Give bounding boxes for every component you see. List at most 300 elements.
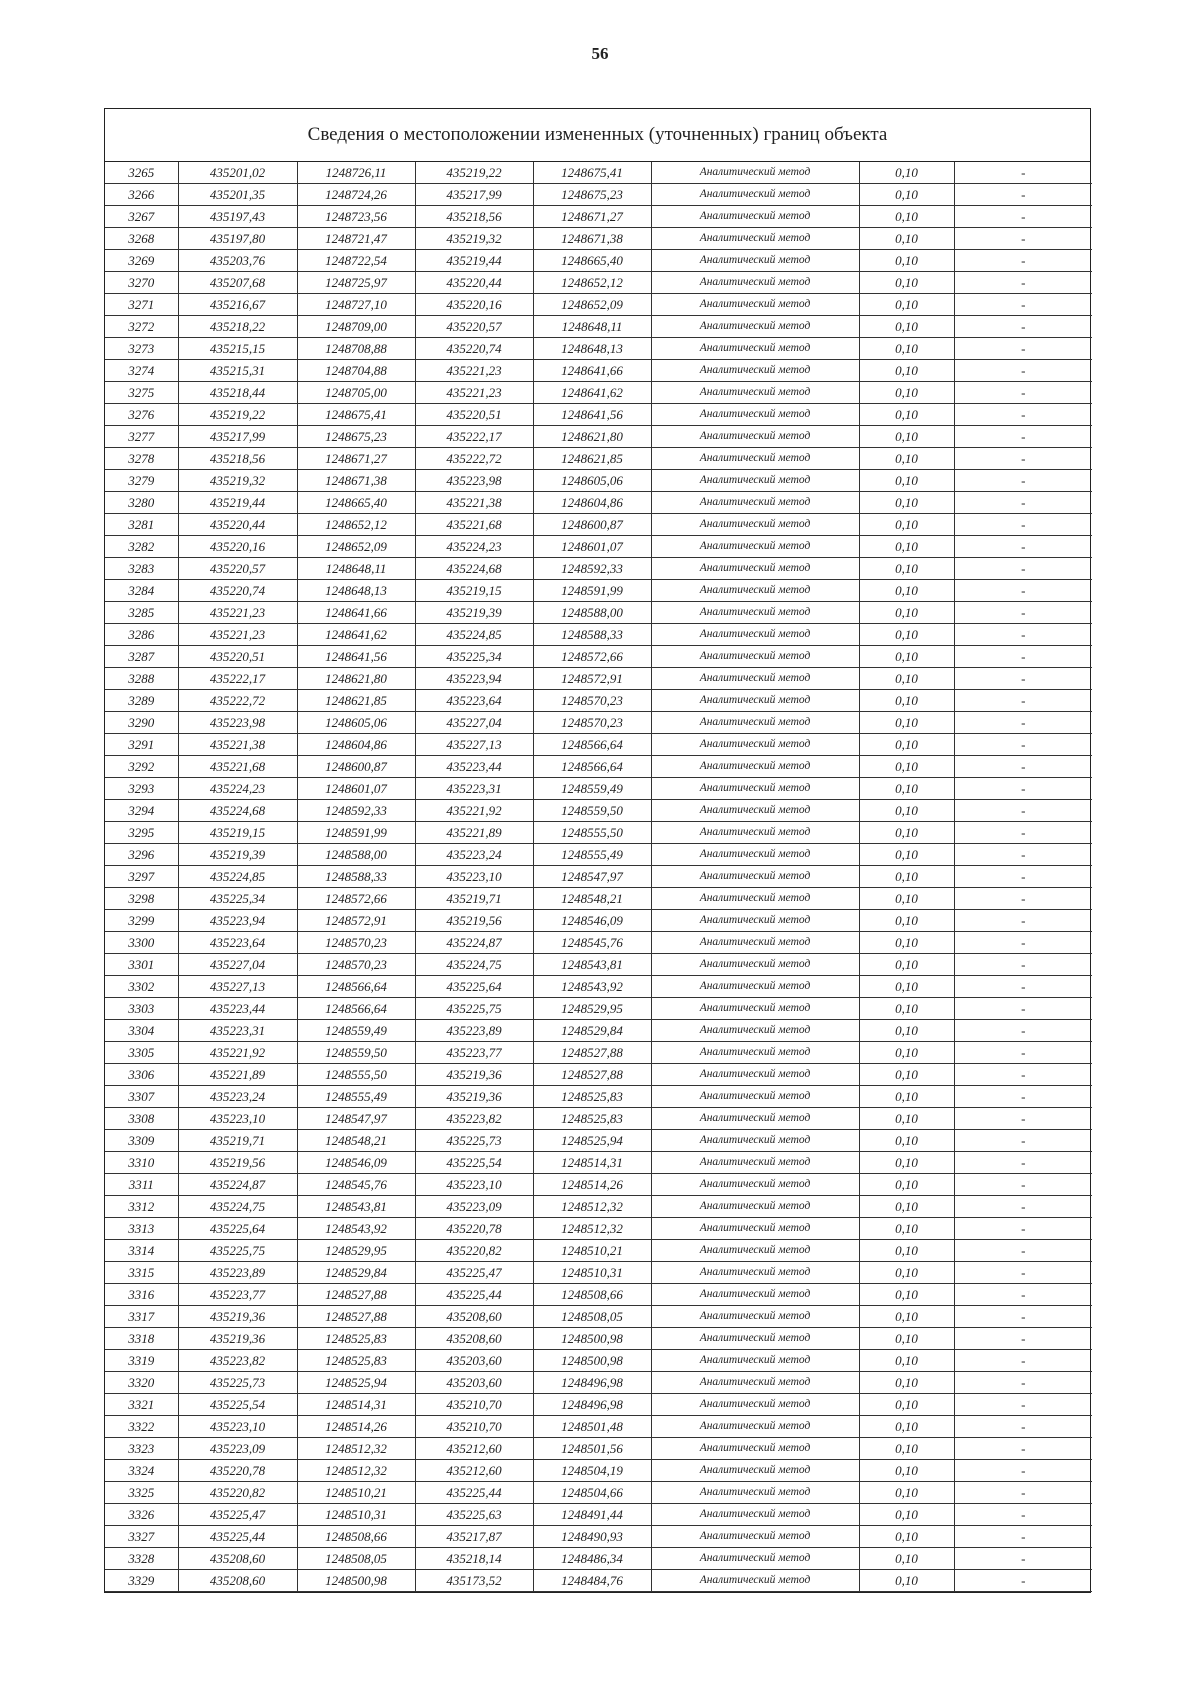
table-row — [105, 778, 1092, 800]
accuracy-cell: 0,10 — [859, 998, 954, 1020]
accuracy-cell: 0,10 — [859, 624, 954, 646]
point-number-cell: 3269 — [105, 250, 178, 272]
y-start-cell: 1248547,97 — [297, 1108, 415, 1130]
table-row — [105, 844, 1092, 866]
accuracy-cell: 0,10 — [859, 294, 954, 316]
table-row — [105, 1218, 1092, 1240]
method-cell: Аналитический метод — [651, 1372, 859, 1394]
description-cell: - — [954, 1086, 1092, 1108]
method-cell: Аналитический метод — [651, 1196, 859, 1218]
x-end-cell: 435212,60 — [415, 1438, 533, 1460]
y-start-cell: 1248641,56 — [297, 646, 415, 668]
point-number-cell: 3289 — [105, 690, 178, 712]
table-row — [105, 954, 1092, 976]
description-cell: - — [954, 756, 1092, 778]
description-cell: - — [954, 822, 1092, 844]
x-start-cell: 435208,60 — [178, 1548, 297, 1570]
x-end-cell: 435222,72 — [415, 448, 533, 470]
point-number-cell: 3296 — [105, 844, 178, 866]
table-row — [105, 294, 1092, 316]
accuracy-cell: 0,10 — [859, 1042, 954, 1064]
x-start-cell: 435224,23 — [178, 778, 297, 800]
y-start-cell: 1248588,00 — [297, 844, 415, 866]
table-row — [105, 690, 1092, 712]
method-cell: Аналитический метод — [651, 998, 859, 1020]
method-cell: Аналитический метод — [651, 1174, 859, 1196]
method-cell: Аналитический метод — [651, 470, 859, 492]
table-row — [105, 360, 1092, 382]
method-cell: Аналитический метод — [651, 1482, 859, 1504]
x-end-cell: 435223,44 — [415, 756, 533, 778]
x-start-cell: 435203,76 — [178, 250, 297, 272]
accuracy-cell: 0,10 — [859, 602, 954, 624]
point-number-cell: 3280 — [105, 492, 178, 514]
description-cell: - — [954, 1130, 1092, 1152]
table-row — [105, 1438, 1092, 1460]
x-end-cell: 435221,38 — [415, 492, 533, 514]
accuracy-cell: 0,10 — [859, 206, 954, 228]
y-end-cell: 1248621,85 — [533, 448, 651, 470]
point-number-cell: 3270 — [105, 272, 178, 294]
y-end-cell: 1248508,05 — [533, 1306, 651, 1328]
y-end-cell: 1248496,98 — [533, 1372, 651, 1394]
accuracy-cell: 0,10 — [859, 1394, 954, 1416]
x-end-cell: 435210,70 — [415, 1416, 533, 1438]
x-start-cell: 435223,31 — [178, 1020, 297, 1042]
y-start-cell: 1248570,23 — [297, 954, 415, 976]
table-row — [105, 866, 1092, 888]
y-end-cell: 1248555,49 — [533, 844, 651, 866]
x-start-cell: 435225,44 — [178, 1526, 297, 1548]
x-start-cell: 435223,10 — [178, 1108, 297, 1130]
point-number-cell: 3284 — [105, 580, 178, 602]
accuracy-cell: 0,10 — [859, 1240, 954, 1262]
y-start-cell: 1248555,50 — [297, 1064, 415, 1086]
method-cell: Аналитический метод — [651, 778, 859, 800]
x-start-cell: 435216,67 — [178, 294, 297, 316]
x-start-cell: 435207,68 — [178, 272, 297, 294]
y-start-cell: 1248641,66 — [297, 602, 415, 624]
accuracy-cell: 0,10 — [859, 778, 954, 800]
y-end-cell: 1248510,31 — [533, 1262, 651, 1284]
table-row — [105, 822, 1092, 844]
y-end-cell: 1248500,98 — [533, 1328, 651, 1350]
description-cell: - — [954, 932, 1092, 954]
description-cell: - — [954, 1240, 1092, 1262]
point-number-cell: 3276 — [105, 404, 178, 426]
description-cell: - — [954, 426, 1092, 448]
method-cell: Аналитический метод — [651, 1218, 859, 1240]
x-end-cell: 435217,99 — [415, 184, 533, 206]
x-end-cell: 435223,77 — [415, 1042, 533, 1064]
y-end-cell: 1248545,76 — [533, 932, 651, 954]
y-start-cell: 1248621,80 — [297, 668, 415, 690]
accuracy-cell: 0,10 — [859, 712, 954, 734]
accuracy-cell: 0,10 — [859, 646, 954, 668]
point-number-cell: 3310 — [105, 1152, 178, 1174]
point-number-cell: 3283 — [105, 558, 178, 580]
y-start-cell: 1248675,41 — [297, 404, 415, 426]
table-row — [105, 998, 1092, 1020]
y-end-cell: 1248514,31 — [533, 1152, 651, 1174]
y-start-cell: 1248592,33 — [297, 800, 415, 822]
table-row — [105, 1130, 1092, 1152]
method-cell: Аналитический метод — [651, 492, 859, 514]
description-cell: - — [954, 448, 1092, 470]
table-row — [105, 800, 1092, 822]
table-row — [105, 734, 1092, 756]
accuracy-cell: 0,10 — [859, 316, 954, 338]
table-row — [105, 536, 1092, 558]
x-start-cell: 435225,47 — [178, 1504, 297, 1526]
point-number-cell: 3275 — [105, 382, 178, 404]
method-cell: Аналитический метод — [651, 1108, 859, 1130]
x-start-cell: 435219,36 — [178, 1328, 297, 1350]
y-end-cell: 1248514,26 — [533, 1174, 651, 1196]
accuracy-cell: 0,10 — [859, 1086, 954, 1108]
y-end-cell: 1248648,11 — [533, 316, 651, 338]
y-start-cell: 1248671,27 — [297, 448, 415, 470]
point-number-cell: 3324 — [105, 1460, 178, 1482]
y-end-cell: 1248641,66 — [533, 360, 651, 382]
description-cell: - — [954, 1284, 1092, 1306]
description-cell: - — [954, 1504, 1092, 1526]
description-cell: - — [954, 1526, 1092, 1548]
x-end-cell: 435221,23 — [415, 360, 533, 382]
x-end-cell: 435225,54 — [415, 1152, 533, 1174]
x-end-cell: 435220,82 — [415, 1240, 533, 1262]
y-end-cell: 1248543,81 — [533, 954, 651, 976]
accuracy-cell: 0,10 — [859, 1306, 954, 1328]
y-end-cell: 1248621,80 — [533, 426, 651, 448]
description-cell: - — [954, 338, 1092, 360]
method-cell: Аналитический метод — [651, 228, 859, 250]
y-start-cell: 1248529,95 — [297, 1240, 415, 1262]
y-start-cell: 1248525,94 — [297, 1372, 415, 1394]
x-start-cell: 435217,99 — [178, 426, 297, 448]
table-row — [105, 184, 1092, 206]
description-cell: - — [954, 162, 1092, 184]
description-cell: - — [954, 382, 1092, 404]
y-start-cell: 1248725,97 — [297, 272, 415, 294]
description-cell: - — [954, 976, 1092, 998]
point-number-cell: 3279 — [105, 470, 178, 492]
table-title: Сведения о местоположении измененных (уточненных) границ объекта — [105, 109, 1090, 162]
x-end-cell: 435220,78 — [415, 1218, 533, 1240]
x-end-cell: 435203,60 — [415, 1372, 533, 1394]
y-start-cell: 1248545,76 — [297, 1174, 415, 1196]
x-end-cell: 435220,51 — [415, 404, 533, 426]
point-number-cell: 3321 — [105, 1394, 178, 1416]
x-end-cell: 435220,16 — [415, 294, 533, 316]
table-row — [105, 1548, 1092, 1570]
accuracy-cell: 0,10 — [859, 1570, 954, 1592]
x-end-cell: 435227,04 — [415, 712, 533, 734]
method-cell: Аналитический метод — [651, 1130, 859, 1152]
accuracy-cell: 0,10 — [859, 1130, 954, 1152]
point-number-cell: 3300 — [105, 932, 178, 954]
description-cell: - — [954, 1394, 1092, 1416]
y-end-cell: 1248588,00 — [533, 602, 651, 624]
x-end-cell: 435224,23 — [415, 536, 533, 558]
description-cell: - — [954, 184, 1092, 206]
description-cell: - — [954, 778, 1092, 800]
accuracy-cell: 0,10 — [859, 1482, 954, 1504]
accuracy-cell: 0,10 — [859, 272, 954, 294]
x-start-cell: 435222,17 — [178, 668, 297, 690]
point-number-cell: 3305 — [105, 1042, 178, 1064]
x-end-cell: 435208,60 — [415, 1328, 533, 1350]
y-end-cell: 1248491,44 — [533, 1504, 651, 1526]
x-end-cell: 435225,63 — [415, 1504, 533, 1526]
x-start-cell: 435218,44 — [178, 382, 297, 404]
point-number-cell: 3267 — [105, 206, 178, 228]
point-number-cell: 3274 — [105, 360, 178, 382]
x-start-cell: 435223,64 — [178, 932, 297, 954]
table-row — [105, 976, 1092, 998]
y-start-cell: 1248572,91 — [297, 910, 415, 932]
description-cell: - — [954, 1306, 1092, 1328]
table-row — [105, 580, 1092, 602]
method-cell: Аналитический метод — [651, 1504, 859, 1526]
table-row — [105, 646, 1092, 668]
y-start-cell: 1248708,88 — [297, 338, 415, 360]
table-row — [105, 1240, 1092, 1262]
table-row — [105, 316, 1092, 338]
description-cell: - — [954, 272, 1092, 294]
y-end-cell: 1248652,09 — [533, 294, 651, 316]
x-end-cell: 435223,89 — [415, 1020, 533, 1042]
description-cell: - — [954, 316, 1092, 338]
y-start-cell: 1248648,13 — [297, 580, 415, 602]
point-number-cell: 3282 — [105, 536, 178, 558]
y-start-cell: 1248652,12 — [297, 514, 415, 536]
y-start-cell: 1248671,38 — [297, 470, 415, 492]
y-start-cell: 1248601,07 — [297, 778, 415, 800]
accuracy-cell: 0,10 — [859, 1328, 954, 1350]
y-end-cell: 1248501,48 — [533, 1416, 651, 1438]
table-row — [105, 712, 1092, 734]
accuracy-cell: 0,10 — [859, 1438, 954, 1460]
method-cell: Аналитический метод — [651, 404, 859, 426]
y-end-cell: 1248566,64 — [533, 734, 651, 756]
x-end-cell: 435224,85 — [415, 624, 533, 646]
x-start-cell: 435219,56 — [178, 1152, 297, 1174]
y-start-cell: 1248705,00 — [297, 382, 415, 404]
x-start-cell: 435220,44 — [178, 514, 297, 536]
x-end-cell: 435212,60 — [415, 1460, 533, 1482]
x-start-cell: 435225,75 — [178, 1240, 297, 1262]
accuracy-cell: 0,10 — [859, 1218, 954, 1240]
description-cell: - — [954, 1460, 1092, 1482]
accuracy-cell: 0,10 — [859, 1174, 954, 1196]
y-start-cell: 1248510,31 — [297, 1504, 415, 1526]
x-end-cell: 435219,36 — [415, 1064, 533, 1086]
y-start-cell: 1248525,83 — [297, 1350, 415, 1372]
x-end-cell: 435219,36 — [415, 1086, 533, 1108]
method-cell: Аналитический метод — [651, 866, 859, 888]
y-end-cell: 1248559,49 — [533, 778, 651, 800]
y-start-cell: 1248555,49 — [297, 1086, 415, 1108]
table-row — [105, 1262, 1092, 1284]
y-end-cell: 1248675,23 — [533, 184, 651, 206]
method-cell: Аналитический метод — [651, 844, 859, 866]
point-number-cell: 3328 — [105, 1548, 178, 1570]
table-row — [105, 558, 1092, 580]
y-end-cell: 1248529,95 — [533, 998, 651, 1020]
point-number-cell: 3287 — [105, 646, 178, 668]
x-end-cell: 435225,47 — [415, 1262, 533, 1284]
accuracy-cell: 0,10 — [859, 1152, 954, 1174]
y-start-cell: 1248621,85 — [297, 690, 415, 712]
x-end-cell: 435225,64 — [415, 976, 533, 998]
accuracy-cell: 0,10 — [859, 866, 954, 888]
description-cell: - — [954, 250, 1092, 272]
x-end-cell: 435222,17 — [415, 426, 533, 448]
point-number-cell: 3286 — [105, 624, 178, 646]
table-row — [105, 338, 1092, 360]
x-start-cell: 435221,89 — [178, 1064, 297, 1086]
point-number-cell: 3309 — [105, 1130, 178, 1152]
method-cell: Аналитический метод — [651, 250, 859, 272]
accuracy-cell: 0,10 — [859, 800, 954, 822]
x-end-cell: 435219,32 — [415, 228, 533, 250]
x-end-cell: 435221,68 — [415, 514, 533, 536]
x-start-cell: 435221,23 — [178, 602, 297, 624]
y-start-cell: 1248722,54 — [297, 250, 415, 272]
table-row — [105, 1416, 1092, 1438]
method-cell: Аналитический метод — [651, 360, 859, 382]
table-row — [105, 1108, 1092, 1130]
y-start-cell: 1248726,11 — [297, 162, 415, 184]
point-number-cell: 3304 — [105, 1020, 178, 1042]
x-end-cell: 435219,15 — [415, 580, 533, 602]
table-row — [105, 1482, 1092, 1504]
method-cell: Аналитический метод — [651, 954, 859, 976]
x-start-cell: 435220,78 — [178, 1460, 297, 1482]
point-number-cell: 3329 — [105, 1570, 178, 1592]
accuracy-cell: 0,10 — [859, 1416, 954, 1438]
y-start-cell: 1248512,32 — [297, 1460, 415, 1482]
table-row — [105, 1174, 1092, 1196]
accuracy-cell: 0,10 — [859, 1548, 954, 1570]
description-cell: - — [954, 734, 1092, 756]
description-cell: - — [954, 690, 1092, 712]
accuracy-cell: 0,10 — [859, 228, 954, 250]
accuracy-cell: 0,10 — [859, 536, 954, 558]
method-cell: Аналитический метод — [651, 1350, 859, 1372]
method-cell: Аналитический метод — [651, 448, 859, 470]
y-start-cell: 1248543,92 — [297, 1218, 415, 1240]
table-row — [105, 470, 1092, 492]
table-row — [105, 1394, 1092, 1416]
method-cell: Аналитический метод — [651, 206, 859, 228]
table-row — [105, 756, 1092, 778]
point-number-cell: 3272 — [105, 316, 178, 338]
point-number-cell: 3322 — [105, 1416, 178, 1438]
coordinates-table — [105, 162, 1092, 1592]
y-end-cell: 1248486,34 — [533, 1548, 651, 1570]
x-end-cell: 435220,74 — [415, 338, 533, 360]
x-end-cell: 435220,44 — [415, 272, 533, 294]
y-start-cell: 1248500,98 — [297, 1570, 415, 1592]
y-end-cell: 1248529,84 — [533, 1020, 651, 1042]
y-start-cell: 1248572,66 — [297, 888, 415, 910]
method-cell: Аналитический метод — [651, 316, 859, 338]
method-cell: Аналитический метод — [651, 1262, 859, 1284]
description-cell: - — [954, 1548, 1092, 1570]
table-row — [105, 1064, 1092, 1086]
y-start-cell: 1248559,50 — [297, 1042, 415, 1064]
y-end-cell: 1248525,83 — [533, 1086, 651, 1108]
x-end-cell: 435219,22 — [415, 162, 533, 184]
y-end-cell: 1248641,62 — [533, 382, 651, 404]
x-start-cell: 435197,80 — [178, 228, 297, 250]
method-cell: Аналитический метод — [651, 1306, 859, 1328]
description-cell: - — [954, 1196, 1092, 1218]
point-number-cell: 3285 — [105, 602, 178, 624]
accuracy-cell: 0,10 — [859, 976, 954, 998]
x-start-cell: 435223,10 — [178, 1416, 297, 1438]
y-start-cell: 1248665,40 — [297, 492, 415, 514]
method-cell: Аналитический метод — [651, 382, 859, 404]
x-start-cell: 435225,64 — [178, 1218, 297, 1240]
table-row — [105, 206, 1092, 228]
description-cell: - — [954, 646, 1092, 668]
description-cell: - — [954, 360, 1092, 382]
description-cell: - — [954, 712, 1092, 734]
method-cell: Аналитический метод — [651, 514, 859, 536]
point-number-cell: 3277 — [105, 426, 178, 448]
x-start-cell: 435223,77 — [178, 1284, 297, 1306]
accuracy-cell: 0,10 — [859, 338, 954, 360]
table-row — [105, 910, 1092, 932]
accuracy-cell: 0,10 — [859, 162, 954, 184]
y-end-cell: 1248605,06 — [533, 470, 651, 492]
x-start-cell: 435224,87 — [178, 1174, 297, 1196]
method-cell: Аналитический метод — [651, 1284, 859, 1306]
description-cell: - — [954, 998, 1092, 1020]
description-cell: - — [954, 624, 1092, 646]
method-cell: Аналитический метод — [651, 800, 859, 822]
x-start-cell: 435197,43 — [178, 206, 297, 228]
y-start-cell: 1248512,32 — [297, 1438, 415, 1460]
point-number-cell: 3312 — [105, 1196, 178, 1218]
table-row — [105, 932, 1092, 954]
y-end-cell: 1248490,93 — [533, 1526, 651, 1548]
table-row — [105, 426, 1092, 448]
table-row — [105, 668, 1092, 690]
point-number-cell: 3292 — [105, 756, 178, 778]
x-start-cell: 435221,23 — [178, 624, 297, 646]
description-cell: - — [954, 1570, 1092, 1592]
description-cell: - — [954, 294, 1092, 316]
x-end-cell: 435223,82 — [415, 1108, 533, 1130]
method-cell: Аналитический метод — [651, 162, 859, 184]
y-start-cell: 1248508,05 — [297, 1548, 415, 1570]
table-row — [105, 382, 1092, 404]
y-end-cell: 1248675,41 — [533, 162, 651, 184]
y-end-cell: 1248543,92 — [533, 976, 651, 998]
method-cell: Аналитический метод — [651, 580, 859, 602]
accuracy-cell: 0,10 — [859, 1262, 954, 1284]
table-row — [105, 1526, 1092, 1548]
method-cell: Аналитический метод — [651, 932, 859, 954]
point-number-cell: 3301 — [105, 954, 178, 976]
table-row — [105, 492, 1092, 514]
x-end-cell: 435225,44 — [415, 1284, 533, 1306]
table-row — [105, 250, 1092, 272]
